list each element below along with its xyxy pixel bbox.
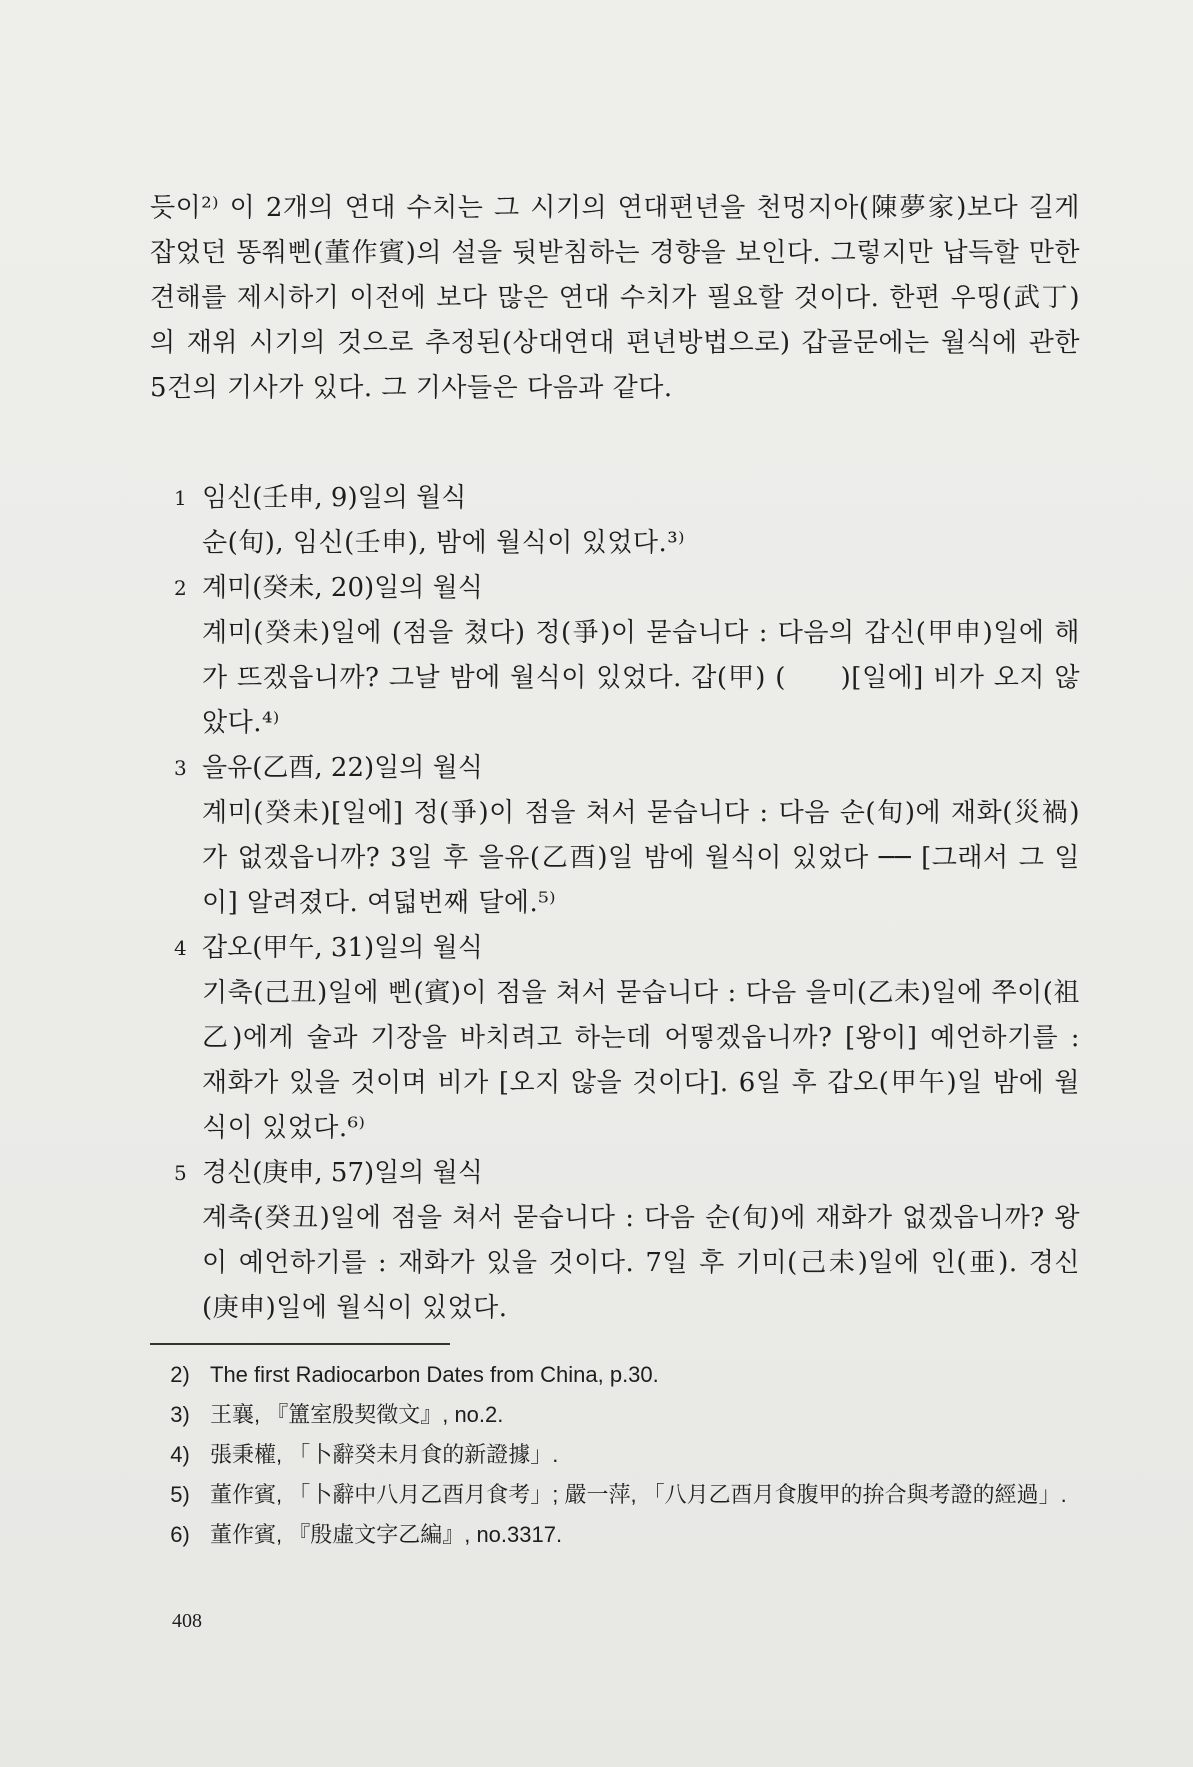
entry-number: 3 [174, 756, 187, 780]
entry-number: 4 [174, 936, 187, 960]
page-number: 408 [172, 1610, 202, 1632]
eclipse-entries [174, 476, 1080, 1331]
entry-heading: 임신(壬申, 9)일의 월식 [202, 483, 467, 513]
footnote-text: 王襄, 『簠室殷契徵文』, no.2. [210, 1402, 504, 1427]
footnote-number: 5) [170, 1482, 190, 1507]
intro-paragraph: 듯이²⁾ 이 2개의 연대 수치는 그 시기의 연대편년을 천멍지아(陳夢家)보다 길게 잡었던 똥쭤삔(董作賓)의 설을 뒷받침하는 경향을 보인다. 그렇지만 납득할 만한 견해를 제시하기 이전에 보다 많은 연대 수치가 필요할 것이다. 한편 우띵(武丁)의 재위 시기의 것으로 추정된(상대연대 편년방법으로) 갑골문에는 월식에 관한 5건의 기사가 있다. 그 기사들은 다음과 같다. [150, 193, 1080, 403]
footnote-number: 6) [170, 1522, 190, 1547]
footnote-text: 董作賓, 「卜辭中八月乙酉月食考」; 嚴一萍, 「八月乙酉月食腹甲的拚合與考證的經過」. [210, 1482, 1067, 1507]
footnote-text: The first Radiocarbon Dates from China, p.30. [210, 1362, 659, 1387]
footnote-number: 2) [170, 1362, 190, 1387]
entry-body: 순(旬), 임신(壬申), 밤에 월식이 있었다.³⁾ [202, 528, 686, 558]
footnote [150, 1355, 1080, 1395]
entry-body: 계미(癸未)일에 (점을 쳤다) 정(爭)이 묻습니다 : 다음의 갑신(甲申)일에 해가 뜨겠읍니까? 그날 밤에 월식이 있었다. 갑(甲) ( )[일에] 비가 오지 않았다.⁴⁾ [202, 618, 1080, 738]
footnote-text: 張秉權, 「卜辭癸未月食的新證據」. [210, 1442, 559, 1467]
entry-body: 계축(癸丑)일에 점을 쳐서 묻습니다 : 다음 순(旬)에 재화가 없겠읍니까? 왕이 예언하기를 : 재화가 있을 것이다. 7일 후 기미(己未)일에 인(亜). 경신(庚申)일에 월식이 있었다. [202, 1203, 1080, 1323]
footnote-divider [150, 1343, 450, 1345]
entry-5 [174, 1151, 1080, 1331]
entry-body: 기축(己丑)일에 삔(賓)이 점을 쳐서 묻습니다 : 다음 을미(乙未)일에 쭈이(祖乙)에게 술과 기장을 바치려고 하는데 어떻겠읍니까? [왕이] 예언하기를 : 재화가 있을 것이며 비가 [오지 않을 것이다]. 6일 후 갑오(甲午)일 밤에 월식이 있었다.⁶⁾ [202, 978, 1080, 1143]
entry-4 [174, 926, 1080, 1151]
footnote [150, 1395, 1080, 1435]
footnotes [150, 1355, 1080, 1555]
footnote-text: 董作賓, 『殷虛文字乙編』, no.3317. [210, 1522, 563, 1547]
entry-number: 2 [174, 576, 187, 600]
entry-heading: 경신(庚申, 57)일의 월식 [202, 1158, 483, 1188]
footnote [150, 1475, 1080, 1515]
entry-3 [174, 746, 1080, 926]
footnote [150, 1515, 1080, 1555]
entry-2 [174, 566, 1080, 746]
footnote [150, 1435, 1080, 1475]
footnote-number: 3) [170, 1402, 190, 1427]
entry-heading: 계미(癸未, 20)일의 월식 [202, 573, 483, 603]
entry-heading: 을유(乙酉, 22)일의 월식 [202, 753, 483, 783]
entry-heading: 갑오(甲午, 31)일의 월식 [202, 933, 483, 963]
entry-body: 계미(癸未)[일에] 정(爭)이 점을 쳐서 묻습니다 : 다음 순(旬)에 재화(災禍)가 없겠읍니까? 3일 후 을유(乙酉)일 밤에 월식이 있었다 ── [그래서 그 일이] 알려졌다. 여덟번째 달에.⁵⁾ [202, 798, 1080, 918]
entry-number: 5 [174, 1161, 187, 1185]
entry-number: 1 [174, 486, 187, 510]
entry-1 [174, 476, 1080, 566]
footnote-number: 4) [170, 1442, 190, 1467]
